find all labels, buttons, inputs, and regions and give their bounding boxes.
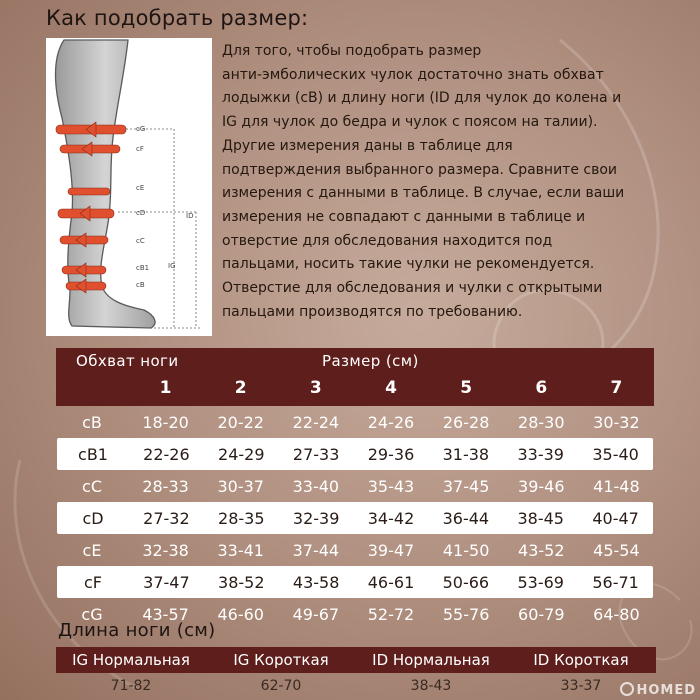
table-cell: 20-22 [217,412,264,432]
instructions-text [222,40,692,324]
table-cell: 46-60 [217,604,264,624]
instruction-line: IG для чулок до бедра и чулок с поясом на талии). [222,114,598,131]
table-cell: 38-45 [517,508,564,528]
table-cell: 22-26 [143,444,190,464]
table-cell: 33-41 [217,540,264,560]
table-cell: 30-37 [217,476,264,496]
size-number: 5 [460,378,473,398]
label-IG: IG [168,262,176,270]
table-cell: 43-57 [142,604,189,624]
instruction-line: Отверстие для обследования и чулки с открытыми [222,280,603,297]
measurement-values [129,509,653,528]
label-cB: cB [136,281,145,289]
table-cell: 31-38 [442,444,490,464]
circumference-column-label: Обхват ноги [76,352,179,370]
table-cell: 64-80 [593,604,640,624]
length-header-cell: IG Нормальная [72,651,190,669]
size-number: 4 [385,378,397,398]
table-cell: 45-54 [593,540,640,560]
table-cell: 40-47 [592,508,639,528]
size-number: 6 [535,378,548,398]
page-title: Как подобрать размер: [46,6,309,30]
watermark-logo [620,682,696,698]
size-table-body [56,406,654,630]
measurement-values [128,477,654,496]
measurement-name: cB1 [78,444,108,464]
measurement-name: cC [82,476,102,496]
table-cell: 32-39 [292,508,340,528]
length-value-cell: 62-70 [260,678,302,694]
table-cell: 50-66 [442,572,490,592]
size-heading: Размер (см) [322,352,419,370]
table-row [57,438,653,470]
table-cell: 37-44 [292,540,340,560]
table-cell: 30-32 [593,412,640,432]
table-cell: 52-72 [367,604,415,624]
measurement-name: cF [84,572,102,592]
table-cell: 33-39 [517,444,564,464]
leg-length-title: Длина ноги (см) [58,620,216,641]
watermark-text: HOMED [636,683,696,698]
leg-length-values [56,678,656,694]
length-value-cell: 33-37 [560,678,602,694]
label-cD: cD [136,209,146,217]
measurement-values [129,445,653,464]
table-cell: 24-26 [367,412,415,432]
length-header-cell: ID Нормальная [372,651,490,669]
instruction-line: измерения не совпадают с данными в таблице и [222,208,586,225]
table-cell: 55-76 [442,604,490,624]
size-number: 1 [159,378,172,398]
instruction-line: отверстие для обследования находится под [222,232,553,249]
table-cell: 38-52 [218,572,265,592]
label-ID: ID [186,212,194,220]
size-number: 3 [309,378,322,398]
size-number: 2 [234,378,247,398]
table-cell: 34-42 [367,508,415,528]
length-value-cell: 38-43 [410,678,452,694]
table-cell: 28-33 [142,476,189,496]
table-cell: 46-61 [367,572,415,592]
table-row [57,502,653,534]
instruction-line: Другие измерения даны в таблице для [222,137,513,154]
label-cE: cE [136,184,145,192]
leg-diagram [46,38,212,336]
instruction-line: подтверждения выбранного размера. Сравните свои [222,161,618,178]
table-cell: 27-32 [143,508,190,528]
measurement-name: cD [82,508,104,528]
size-number-row [128,378,654,398]
measurement-values [129,573,653,592]
length-header-cell: ID Короткая [533,651,629,669]
table-cell: 39-46 [518,476,565,496]
table-cell: 26-28 [442,412,490,432]
size-table-header [56,348,654,406]
label-cB1: cB1 [136,264,150,272]
table-cell: 43-58 [292,572,340,592]
table-cell: 33-40 [292,476,340,496]
table-cell: 49-67 [292,604,340,624]
length-header-cell: IG Короткая [233,651,329,669]
instruction-line: лодыжки (cB) и длину ноги (ID для чулок до колена и [222,90,622,107]
instruction-line: пальцами, носить такие чулки не рекомендуется. [222,256,595,273]
table-cell: 53-69 [517,572,564,592]
table-cell: 60-79 [518,604,565,624]
leg-length-header [56,647,656,673]
leg-measurement-illustration [46,38,212,336]
table-cell: 36-44 [442,508,490,528]
table-cell: 43-52 [518,540,565,560]
table-cell: 27-33 [292,444,340,464]
table-cell: 35-40 [592,444,639,464]
table-row [57,566,653,598]
table-cell: 24-29 [218,444,265,464]
table-cell: 41-48 [593,476,640,496]
instruction-line: пальцами производятся по требованию. [222,303,523,320]
measurement-name: cE [82,540,102,560]
label-cG: cG [136,125,146,133]
measurement-values [128,413,654,432]
table-row [56,470,654,502]
table-cell: 32-38 [142,540,189,560]
table-cell: 37-45 [442,476,490,496]
table-cell: 22-24 [292,412,340,432]
table-row [56,406,654,438]
instruction-line: Для того, чтобы подобрать размер [222,43,482,59]
measurement-values [128,541,654,560]
table-cell: 39-47 [367,540,415,560]
measurement-name: cB [82,412,102,432]
table-cell: 28-30 [518,412,565,432]
table-cell: 41-50 [442,540,490,560]
table-cell: 18-20 [142,412,189,432]
table-cell: 28-35 [218,508,265,528]
size-table [56,348,654,630]
length-value-cell: 71-82 [110,678,152,694]
label-cC: cC [136,237,145,245]
table-row [56,534,654,566]
table-cell: 35-43 [367,476,415,496]
instruction-line: анти-эмболических чулок достаточно знать обхват [222,66,604,83]
logo-ring-icon [620,682,634,696]
measurement-name: cG [81,604,103,624]
table-cell: 29-36 [367,444,415,464]
instruction-line: измерения с данными в таблице. В случае, если ваши [222,185,625,202]
table-cell: 56-71 [592,572,639,592]
size-number: 7 [610,378,623,398]
table-cell: 37-47 [143,572,190,592]
label-cF: cF [136,145,144,153]
